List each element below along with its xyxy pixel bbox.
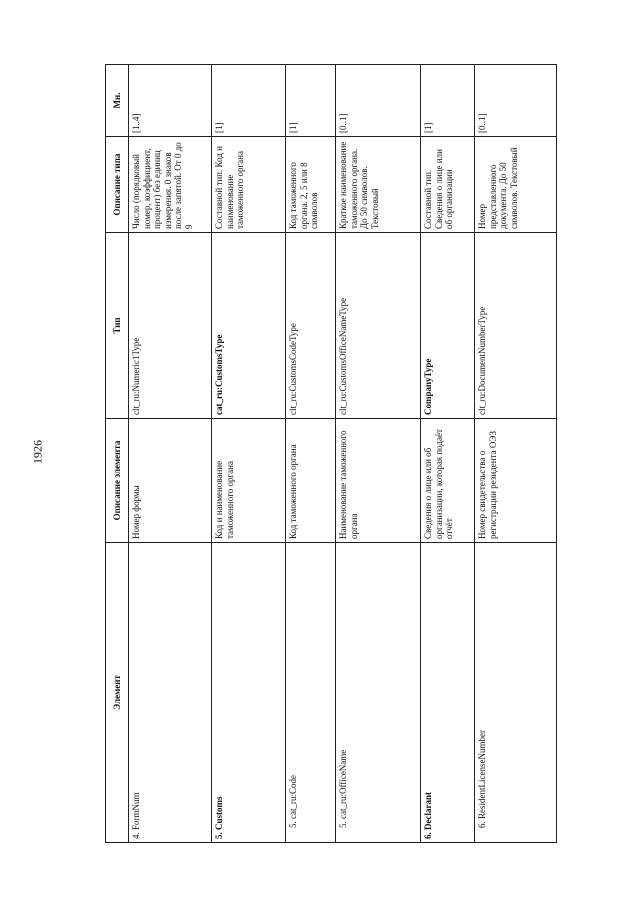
multiplicity: [1] (286, 65, 336, 137)
element-cell (336, 543, 421, 843)
row-number: 5. (214, 832, 224, 839)
element-name: Declarant (423, 792, 433, 830)
element-spec-table (105, 64, 557, 843)
table-row (421, 65, 475, 843)
type-cell: cat_ru:CustomsType (212, 233, 286, 419)
element-description: Номер свидетельства о регистрации резидента ОЭЗ (475, 419, 557, 543)
type-description: Код таможенного органа. 2, 5 или 8 символов (286, 137, 336, 233)
rotated-table-container (105, 65, 571, 843)
element-name: Customs (214, 796, 224, 830)
type-cell: clt_ru:DocumentNumberType (475, 233, 557, 419)
column-header-element: Элемент (106, 543, 129, 843)
element-description: Номер формы (129, 419, 212, 543)
table-row (286, 65, 336, 843)
type-cell: clt_ru:CustomsCodeType (286, 233, 336, 419)
table-row (475, 65, 557, 843)
type-description: Составной тип. Код и наименование таможенного органа (212, 137, 286, 233)
element-cell (212, 543, 286, 843)
element-description: Наименование таможенного органа (336, 419, 421, 543)
table-row (212, 65, 286, 843)
row-number: 4. (131, 832, 141, 839)
type-description: Номер представленного документа. До 50 символов. Текстовый (475, 137, 557, 233)
type-cell: clt_ru:CustomsOfficeNameType (336, 233, 421, 419)
column-header-type-description: Описание типа (106, 137, 129, 233)
type-cell: CompanyType (421, 233, 475, 419)
type-description: Краткое наименование таможенного органа. До 50 символов. Текстовый (336, 137, 421, 233)
row-number: 5. (338, 821, 348, 828)
multiplicity: [1] (212, 65, 286, 137)
row-number: 5. (288, 821, 298, 828)
element-description: Код таможенного органа (286, 419, 336, 543)
page-number: 1926 (30, 440, 45, 464)
element-description: Код и наименование таможенного органа (212, 419, 286, 543)
type-description: Число (порядковый номер, коэффициент, процент) без единиц измерения. 0 знаков после запятой. От 0 до 9 (129, 137, 212, 233)
multiplicity: [1..4] (129, 65, 212, 137)
table-row (129, 65, 212, 843)
element-name: cat_ru:OfficeName (338, 749, 348, 819)
column-header-multiplicity: Мн. (106, 65, 129, 137)
multiplicity: [1] (421, 65, 475, 137)
table-header-row (106, 65, 129, 843)
type-cell: clt_ru:Numeric1Type (129, 233, 212, 419)
element-cell (129, 543, 212, 843)
multiplicity: [0..1] (336, 65, 421, 137)
type-description: Составной тип. Сведения о лице или об организации (421, 137, 475, 233)
element-cell (286, 543, 336, 843)
element-name: FormNum (131, 792, 141, 830)
row-number: 6. (423, 832, 433, 839)
element-name: ResidentLicenseNumber (477, 730, 487, 819)
table-row (336, 65, 421, 843)
row-number: 6. (477, 821, 487, 828)
column-header-type: Тип (106, 233, 129, 419)
element-name: cat_ru:Code (288, 775, 298, 819)
multiplicity: [0..1] (475, 65, 557, 137)
element-cell (421, 543, 475, 843)
element-description: Сведения о лице или об организации, которая подаёт отчёт (421, 419, 475, 543)
element-cell (475, 543, 557, 843)
column-header-description: Описание элемента (106, 419, 129, 543)
